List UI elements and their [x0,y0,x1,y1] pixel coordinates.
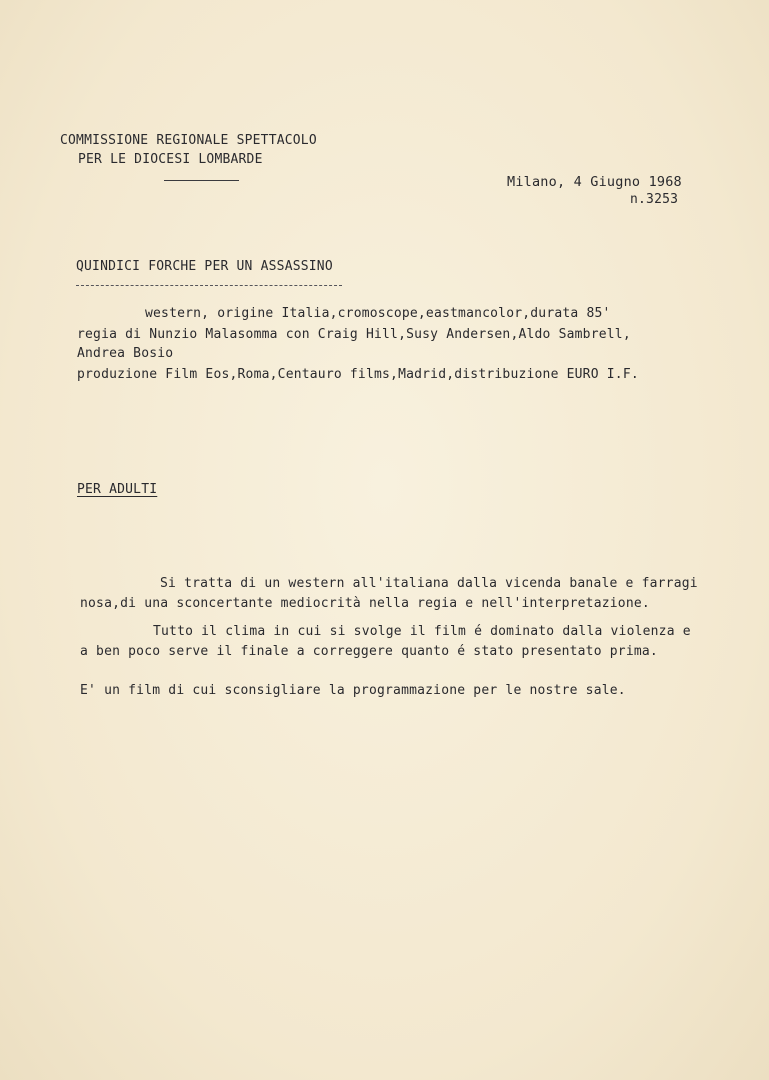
film-details-line-1: western, origine Italia,cromoscope,eastmancolor,durata 85' [145,306,611,321]
film-details-line-4: produzione Film Eos,Roma,Centauro films,Madrid,distribuzione EURO I.F. [77,367,639,382]
header-rule [164,180,239,181]
review-line-5: E' un film di cui sconsigliare la programmazione per le nostre sale. [80,683,626,698]
film-details-line-3: Andrea Bosio [77,346,174,361]
film-title: QUINDICI FORCHE PER UN ASSASSINO [76,259,333,274]
review-line-1: Si tratta di un western all'italiana dalla vicenda banale e farragi [160,576,698,591]
film-details-line-2: regia di Nunzio Malasomma con Craig Hill,Susy Andersen,Aldo Sambrell, [77,327,631,342]
document-number: n.3253 [630,192,679,207]
place-date: Milano, 4 Giugno 1968 [507,174,682,190]
title-underline [76,285,342,286]
review-line-2: nosa,di una sconcertante mediocrità nella regia e nell'interpretazione. [80,596,650,611]
review-line-3: Tutto il clima in cui si svolge il film é dominato dalla violenza e [153,624,691,639]
rating: PER ADULTI [77,482,158,497]
review-line-4: a ben poco serve il finale a correggere quanto é stato presentato prima. [80,644,658,659]
org-line-2: PER LE DIOCESI LOMBARDE [78,152,263,167]
org-line-1: COMMISSIONE REGIONALE SPETTACOLO [60,133,317,148]
